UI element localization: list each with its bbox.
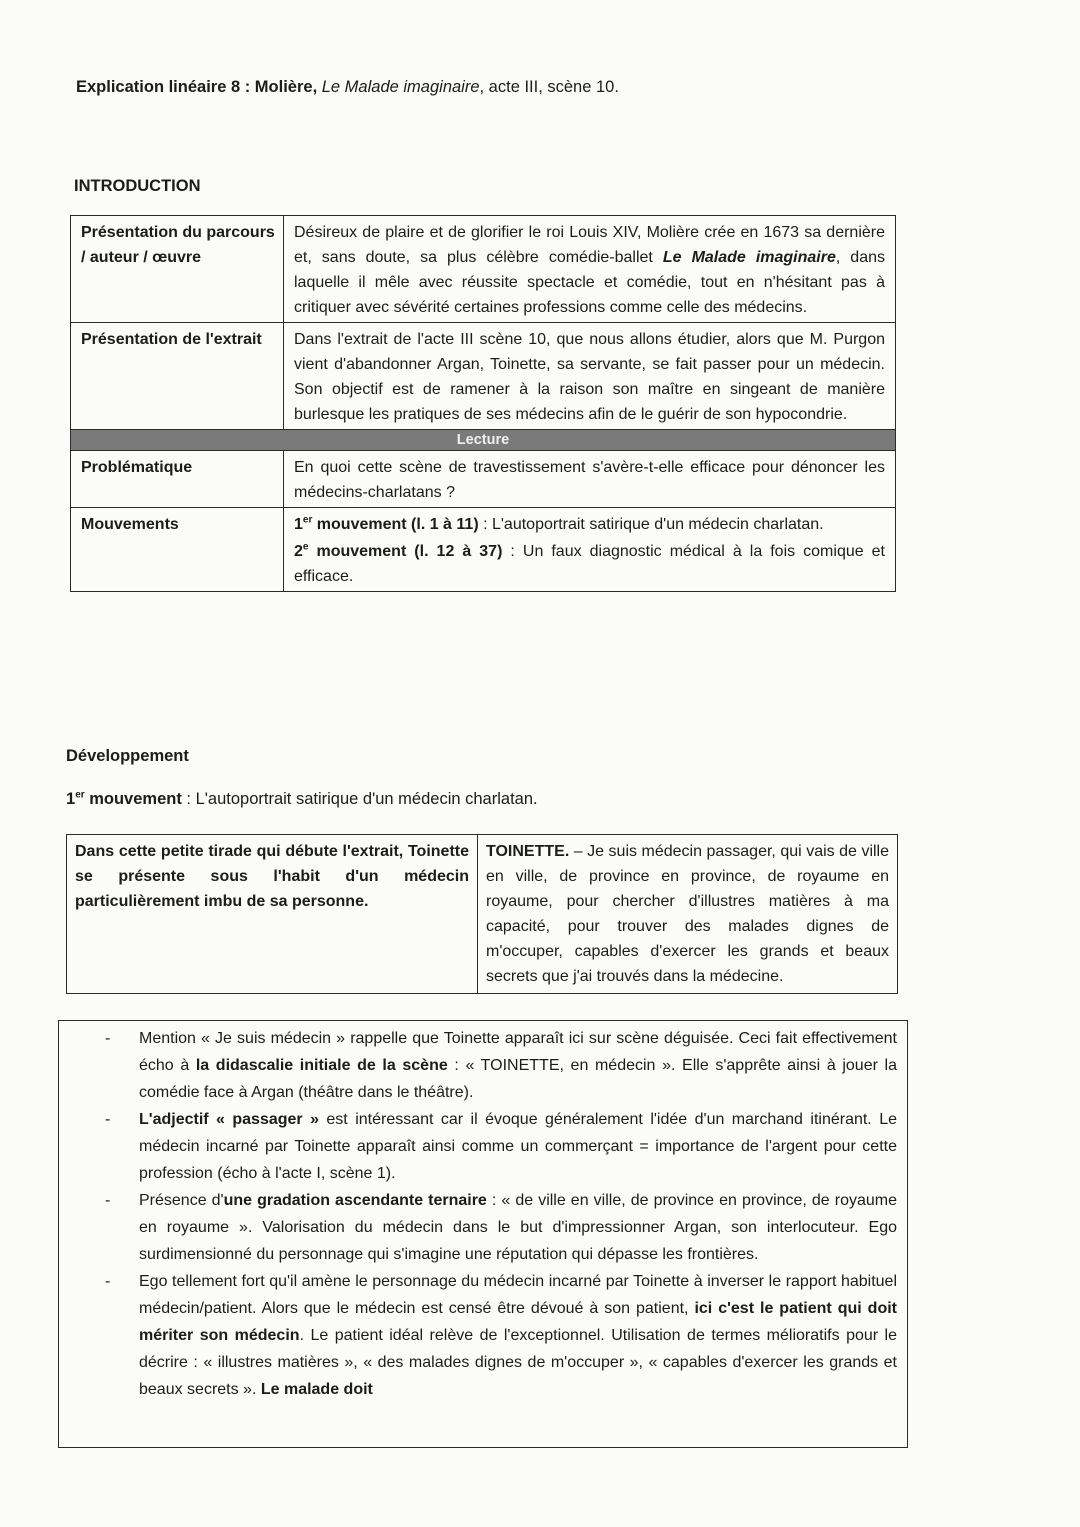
lecture-label: Lecture bbox=[71, 430, 896, 451]
movement-number: 1 bbox=[294, 516, 303, 533]
analysis-list bbox=[59, 1021, 907, 1403]
lecture-row bbox=[71, 430, 896, 451]
title-work: Le Malade imaginaire bbox=[321, 78, 480, 96]
quote-text bbox=[478, 835, 898, 994]
movement-number: 2 bbox=[294, 543, 303, 560]
list-item bbox=[139, 1025, 897, 1106]
row-text bbox=[284, 508, 896, 592]
table-row bbox=[71, 508, 896, 592]
bold-part: ici c'est le patient qui doit mériter son médecin bbox=[139, 1300, 897, 1344]
movement-text: : L'autoportrait satirique d'un médecin charlatan. bbox=[181, 790, 538, 808]
title-suffix: , acte III, scène 10. bbox=[479, 78, 619, 96]
text-part: Présence d' bbox=[139, 1192, 224, 1209]
title-prefix: Explication linéaire 8 : Molière, bbox=[76, 78, 322, 96]
analysis-box bbox=[58, 1020, 908, 1448]
movement-text: : L'autoportrait satirique d'un médecin charlatan. bbox=[478, 516, 824, 533]
movement-sup: er bbox=[302, 514, 313, 526]
movement-text: : Un faux diagnostic médical à la fois comique et efficace. bbox=[294, 543, 885, 585]
list-item bbox=[139, 1106, 897, 1187]
text-part: Mention « Je suis médecin » rappelle que Toinette apparaît ici sur scène déguisée. Ceci fait effectivement écho à bbox=[139, 1030, 897, 1074]
list-item bbox=[139, 1268, 897, 1403]
work-title: Le Malade imaginaire bbox=[662, 249, 836, 266]
movement-bold: mouvement (l. 1 à 11) bbox=[312, 516, 479, 533]
bold-part: une gradation ascendante ternaire bbox=[223, 1192, 487, 1209]
table-row bbox=[71, 451, 896, 508]
row-label: Présentation du parcours / auteur / œuvre bbox=[71, 216, 284, 323]
movement-sup: er bbox=[75, 789, 85, 801]
table-row bbox=[71, 323, 896, 430]
table-row bbox=[71, 216, 896, 323]
text-part: est intéressant car il évoque généralement l'idée d'un marchand itinérant. Le médecin incarné par Toinette apparaît ainsi comme un commerçant = importance de l'argent pour cette profession (écho à l'acte I, scène 1). bbox=[139, 1111, 897, 1182]
text-part: Désireux de plaire et de glorifier le roi Louis XIV, Molière crée en 1673 sa dernière et, sans doute, sa plus célèbre comédie-ballet bbox=[294, 224, 885, 266]
text-part: , dans laquelle il mêle avec réussite spectacle et comédie, tout en n'hésitant pas à critiquer avec sévérité certaines professions comme celle des médecins. bbox=[294, 249, 886, 316]
movement-number: 1 bbox=[66, 790, 76, 808]
movement-2 bbox=[294, 539, 885, 589]
row-text: En quoi cette scène de travestissement s'avère-t-elle efficace pour dénoncer les médecins-charlatans ? bbox=[284, 451, 896, 508]
row-label: Mouvements bbox=[71, 508, 284, 592]
quote-table bbox=[66, 834, 898, 994]
movement-heading bbox=[66, 790, 538, 809]
quote-speaker: TOINETTE. bbox=[486, 843, 570, 860]
developpement-heading: Développement bbox=[66, 747, 189, 765]
row-label: Problématique bbox=[71, 451, 284, 508]
introduction-table bbox=[70, 215, 896, 592]
row-text bbox=[284, 216, 896, 323]
text-part: : « de ville en ville, de province en province, de royaume en royaume ». Valorisation du médecin dans le but d'impressionner Argan, son interlocuteur. Ego surdimensionné du personnage qui s'imagine une réputation qui dépasse les frontières. bbox=[139, 1192, 898, 1263]
bold-part: L'adjectif « passager » bbox=[139, 1111, 319, 1128]
movement-bold: mouvement (l. 12 à 37) bbox=[308, 543, 503, 560]
quote-commentary: Dans cette petite tirade qui débute l'extrait, Toinette se présente sous l'habit d'un médecin particulièrement imbu de sa personne. bbox=[67, 835, 478, 994]
text-part: : « TOINETTE, en médecin ». Elle s'apprête ainsi à jouer la comédie face à Argan (théâtre dans le théâtre). bbox=[139, 1057, 897, 1101]
movement-sup: e bbox=[302, 541, 309, 553]
bold-part: la didascalie initiale de la scène bbox=[195, 1057, 448, 1074]
quote-body: – Je suis médecin passager, qui vais de ville en ville, de province en province, de royaume en royaume, pour chercher d'illustres matières à ma capacité, pour trouver des malades dignes de m'occuper, capables d'exercer les grands et beaux secrets que j'ai trouvés dans la médecine. bbox=[486, 843, 889, 985]
document-title bbox=[76, 78, 619, 97]
movement-bold: mouvement bbox=[84, 790, 182, 808]
list-item bbox=[139, 1187, 897, 1268]
row-text: Dans l'extrait de l'acte III scène 10, que nous allons étudier, alors que M. Purgon vient d'abandonner Argan, Toinette, sa servante, se fait passer pour un médecin. Son objectif est de ramener à la raison son maître en singeant de manière burlesque les pratiques de ses médecins afin de le guérir de son hypocondrie. bbox=[284, 323, 896, 430]
text-part: . Le patient idéal relève de l'exceptionnel. Utilisation de termes mélioratifs pour le décrire : « illustres matières », « des malades dignes de m'occuper », « capables d'exercer les grands et beaux secrets ». bbox=[139, 1327, 898, 1398]
movement-1 bbox=[294, 512, 885, 537]
table-row bbox=[67, 835, 898, 994]
introduction-heading: INTRODUCTION bbox=[74, 177, 201, 195]
row-label: Présentation de l'extrait bbox=[71, 323, 284, 430]
text-part: Ego tellement fort qu'il amène le personnage du médecin incarné par Toinette à inverser le rapport habituel médecin/patient. Alors que le médecin est censé être dévoué à son patient, bbox=[139, 1273, 897, 1317]
bold-part: Le malade doit bbox=[260, 1381, 373, 1398]
